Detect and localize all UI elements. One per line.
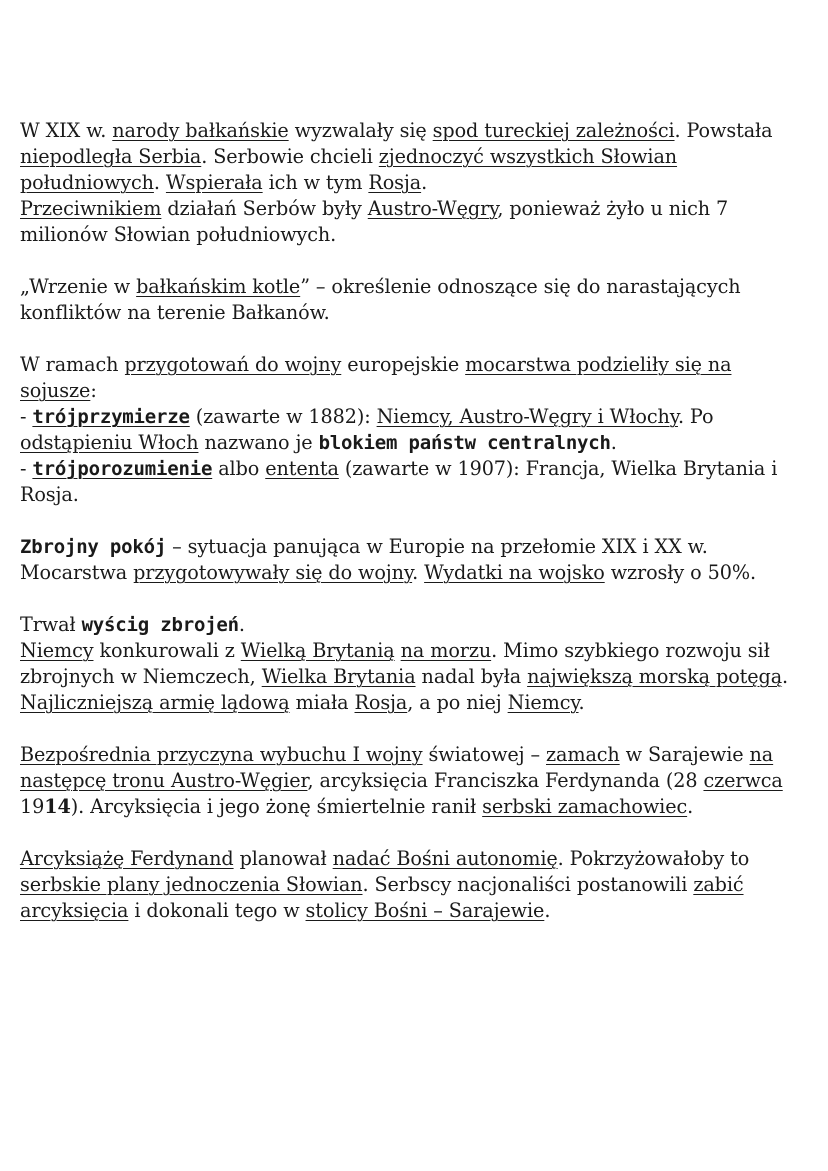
bold-text: Zbrojny pokój xyxy=(20,536,167,558)
text-run: Trwał xyxy=(20,613,82,636)
underlined-text: Arcyksiążę Ferdynand xyxy=(20,847,234,870)
text-run: . Po xyxy=(677,405,714,428)
underlined-text: stolicy Bośni – Sarajewie xyxy=(305,899,545,922)
text-run: (zawarte w 1882): xyxy=(189,405,377,428)
text-run: „Wrzenie w xyxy=(20,275,137,298)
underlined-text: największą morską potęgą xyxy=(527,665,783,688)
underlined-text: odstąpieniu Włoch xyxy=(20,431,199,454)
text-run: nadal była xyxy=(415,665,528,688)
underlined-text: Rosja xyxy=(368,171,422,194)
underlined-text: zamach xyxy=(546,743,620,766)
text-run: światowej – xyxy=(422,743,546,766)
text-run: europejskie xyxy=(341,353,466,376)
text-run: . xyxy=(412,561,425,584)
underlined-text: Niemcy xyxy=(20,639,94,662)
text-run: ). Arcyksięcia i jego żonę śmiertelnie ranił xyxy=(70,795,483,818)
underlined-text: zjednoczyć wszystkich Słowian południowych xyxy=(20,145,678,194)
text-run: ” – określenie odnoszące się do narastających konfliktów na terenie Bałkanów. xyxy=(20,275,741,324)
text-run: nazwano je xyxy=(198,431,319,454)
underlined-text: Austro-Węgry xyxy=(367,197,498,220)
bold-text: wyścig zbrojeń xyxy=(81,614,239,636)
paragraph xyxy=(20,118,812,248)
underlined-text: spod tureckiej zależności xyxy=(432,119,675,142)
text-run: W ramach xyxy=(20,353,125,376)
text-run: . Mimo szybkiego rozwoju sił zbrojnych w Niemczech, xyxy=(20,639,770,688)
text-run: 19 xyxy=(20,795,45,818)
underlined-text: serbskie plany jednoczenia Słowian xyxy=(20,873,363,896)
underlined-text: czerwca xyxy=(703,769,783,792)
underlined-text: na następcę tronu Austro-Węgier xyxy=(20,743,774,792)
text-run: , arcyksięcia Franciszka Ferdynanda (28 xyxy=(307,769,704,792)
text-run: wzrosły o 50%. xyxy=(604,561,756,584)
text-run: ich w tym xyxy=(262,171,369,194)
underlined-text: mocarstwa podzieliły się na sojusze xyxy=(20,353,732,402)
text-run: . xyxy=(544,899,551,922)
underlined-text: niepodległa Serbia xyxy=(20,145,202,168)
text-run: . xyxy=(687,795,694,818)
underlined-text: trójporozumienie xyxy=(32,458,213,480)
underlined-text: narody bałkańskie xyxy=(112,119,289,142)
paragraph xyxy=(20,534,812,586)
text-run: - xyxy=(20,405,33,428)
text-run: , ponieważ żyło u nich 7 milionów Słowian południowych. xyxy=(20,197,729,246)
text-run: - xyxy=(20,457,33,480)
underlined-text: serbski zamachowiec xyxy=(482,795,688,818)
underlined-text: Wielką Brytanią xyxy=(240,639,395,662)
text-run: W XIX w. xyxy=(20,119,113,142)
underlined-text: Bezpośrednia przyczyna wybuchu I wojny xyxy=(20,743,423,766)
underlined-text: Niemcy, Austro-Węgry i Włochy xyxy=(376,405,678,428)
text-run: . xyxy=(153,171,166,194)
underlined-text: zabić arcyksięcia xyxy=(20,873,744,922)
text-run: . Serbscy nacjonaliści postanowili xyxy=(362,873,694,896)
underlined-text: ententa xyxy=(265,457,339,480)
underlined-text: Wielka Brytania xyxy=(261,665,416,688)
underlined-text: nadać Bośni autonomię xyxy=(332,847,558,870)
text-run: w Sarajewie xyxy=(619,743,750,766)
paragraph xyxy=(20,612,812,716)
paragraph xyxy=(20,846,812,924)
paragraph xyxy=(20,742,812,820)
underlined-text: Niemcy xyxy=(507,691,579,714)
underlined-text: przygotowań do wojny xyxy=(124,353,342,376)
underlined-text: Przeciwnikiem xyxy=(20,197,162,220)
text-run: . xyxy=(238,613,245,636)
text-run: planował xyxy=(233,847,333,870)
underlined-text: Rosja xyxy=(354,691,408,714)
text-run: . Powstała xyxy=(674,119,773,142)
text-run: : xyxy=(90,379,97,402)
underlined-text: Wspierała xyxy=(165,171,263,194)
text-run: i dokonali tego w xyxy=(128,899,306,922)
bold-text: 14 xyxy=(44,795,71,818)
text-run: . xyxy=(578,691,585,714)
bold-text: blokiem państw centralnych xyxy=(318,432,611,454)
document-body xyxy=(20,118,812,950)
paragraph xyxy=(20,352,812,508)
text-run: wyzwalały się xyxy=(288,119,433,142)
underlined-text: Najliczniejszą armię lądową xyxy=(20,691,290,714)
text-run: . xyxy=(421,171,428,194)
text-run: konkurowali z xyxy=(93,639,241,662)
text-run: – sytuacja panująca w Europie na przełomie XIX i XX w. Mocarstwa xyxy=(20,535,708,584)
text-run: . Serbowie chcieli xyxy=(201,145,379,168)
underlined-text: bałkańskim kotle xyxy=(136,275,301,298)
text-run: albo xyxy=(212,457,266,480)
paragraph xyxy=(20,274,812,326)
text-run: . xyxy=(610,431,617,454)
underlined-text: na morzu xyxy=(400,639,492,662)
underlined-text: trójprzymierze xyxy=(32,406,190,428)
text-run: miała xyxy=(289,691,355,714)
text-run: (zawarte w 1907): Francja, Wielka Brytania i Rosja. xyxy=(20,457,778,506)
text-run: . xyxy=(782,665,789,688)
underlined-text: Wydatki na wojsko xyxy=(424,561,605,584)
underlined-text: przygotowywały się do wojny xyxy=(133,561,413,584)
text-run: działań Serbów były xyxy=(161,197,368,220)
text-run: , a po niej xyxy=(407,691,508,714)
text-run: . Pokrzyżowałoby to xyxy=(557,847,750,870)
